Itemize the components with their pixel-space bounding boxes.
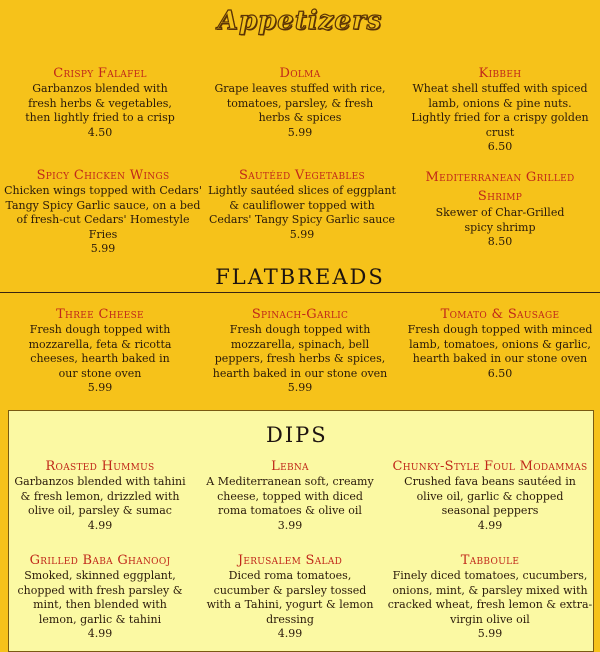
item-name: Tomato & Sausage — [440, 307, 560, 322]
item-name: Dolma — [279, 66, 321, 81]
item-price: 5.99 — [87, 381, 113, 394]
item-price: 3.99 — [277, 518, 303, 532]
dips-title: DIPS — [266, 423, 328, 447]
item-name: Spinach-Garlic — [251, 307, 349, 322]
item-price: 4.99 — [477, 518, 503, 532]
item-price: 4.50 — [87, 125, 113, 139]
item-description: Finely diced tomatoes, cucumbers, onions, mint, & parsley mixed with cracked wheat, fresh lemon & extra-virgin olive oil — [387, 569, 593, 626]
item-price: 5.99 — [90, 242, 116, 255]
item-price: 5.99 — [287, 381, 313, 394]
item-price: 5.99 — [287, 125, 313, 139]
item-description: Lightly sautéed slices of eggplant & cauliflower topped with Cedars' Tangy Spicy Garlic sauce — [208, 184, 396, 226]
menu-item-tabboule — [380, 553, 600, 642]
item-price: 6.50 — [487, 366, 513, 380]
flatbreads-title: FLATBREADS — [215, 265, 385, 289]
item-description: Crushed fava beans sautéed in olive oil, garlic & chopped seasonal peppers — [404, 475, 576, 517]
item-price: 4.99 — [87, 518, 113, 532]
appetizers-row-1 — [0, 66, 600, 155]
item-description: Fresh dough topped with minced lamb, tomatoes, onions & garlic, hearth baked in our stone oven — [407, 323, 593, 365]
item-name: Sautéed Vegetables — [239, 168, 365, 183]
item-price: 4.99 — [87, 627, 113, 640]
item-price: 8.50 — [487, 235, 513, 248]
item-name: Three Cheese — [56, 307, 144, 322]
flatbreads-row — [0, 307, 600, 396]
item-price: 6.50 — [487, 140, 513, 153]
menu-item-lebna — [200, 459, 380, 533]
appetizers-row-2 — [0, 168, 600, 257]
menu-item-jerusalem-salad — [200, 553, 380, 642]
item-name: Chunky-Style Foul Modammas — [392, 459, 588, 474]
item-description: Garbanzos blended with fresh herbs & vegetables, then lightly fried to a crisp — [25, 82, 175, 124]
dips-row-2 — [0, 553, 600, 642]
menu-item-spicy-chicken-wings — [0, 168, 204, 257]
menu-item-kibbeh — [400, 66, 600, 155]
item-description: Skewer of Char-Grilled spicy shrimp — [435, 206, 565, 234]
dips-row-1 — [0, 459, 600, 533]
item-description: Fresh dough topped with mozzarella, spinach, bell peppers, fresh herbs & spices, hearth baked in our stone oven — [212, 323, 388, 380]
item-price: 4.99 — [277, 627, 303, 640]
item-description: Diced roma tomatoes, cucumber & parsley tossed with a Tahini, yogurt & lemon dressing — [206, 569, 374, 626]
menu-item-tomato-sausage — [400, 307, 600, 396]
menu-item-foul-modammas — [380, 459, 600, 533]
menu-item-three-cheese — [0, 307, 200, 396]
menu-item-baba-ghanooj — [0, 553, 200, 642]
item-name: Jerusalem Salad — [237, 553, 343, 568]
item-description: Grape leaves stuffed with rice, tomatoes, parsley, & fresh herbs & spices — [214, 82, 386, 124]
menu-item-roasted-hummus — [0, 459, 200, 533]
item-name: Lebna — [271, 459, 309, 474]
item-description: A Mediterranean soft, creamy cheese, topped with diced roma tomatoes & olive oil — [206, 475, 374, 517]
appetizers-title: Appetizers — [217, 6, 383, 36]
item-description: Wheat shell stuffed with spiced lamb, onions & pine nuts. Lightly fried for a crispy golden crust — [411, 82, 589, 139]
item-name: Mediterranean Grilled Shrimp — [425, 170, 575, 204]
item-name: Tabboule — [460, 553, 520, 568]
menu-item-spinach-garlic — [200, 307, 400, 396]
item-price: 5.99 — [289, 227, 315, 241]
flatbreads-divider — [0, 292, 600, 293]
item-description: Fresh dough topped with mozzarella, feta & ricotta cheeses, hearth baked in our stone oven — [28, 323, 172, 380]
item-description: Smoked, skinned eggplant, chopped with fresh parsley & mint, then blended with lemon, garlic & tahini — [17, 569, 183, 626]
item-description: Chicken wings topped with Cedars' Tangy Spicy Garlic sauce, on a bed of fresh-cut Cedars' Homestyle Fries — [4, 184, 202, 241]
item-description: Garbanzos blended with tahini & fresh lemon, drizzled with olive oil, parsley & sumac — [14, 475, 186, 517]
menu-item-sauteed-vegetables — [204, 168, 400, 257]
item-name: Grilled Baba Ghanooj — [29, 553, 171, 568]
item-name: Roasted Hummus — [45, 459, 155, 474]
menu-item-dolma — [200, 66, 400, 155]
item-name: Kibbeh — [478, 66, 522, 81]
menu-item-crispy-falafel — [0, 66, 200, 155]
item-name: Crispy Falafel — [53, 66, 147, 81]
item-price: 5.99 — [477, 627, 503, 640]
menu-item-mediterranean-grilled-shrimp — [400, 168, 600, 257]
item-name: Spicy Chicken Wings — [36, 168, 170, 183]
